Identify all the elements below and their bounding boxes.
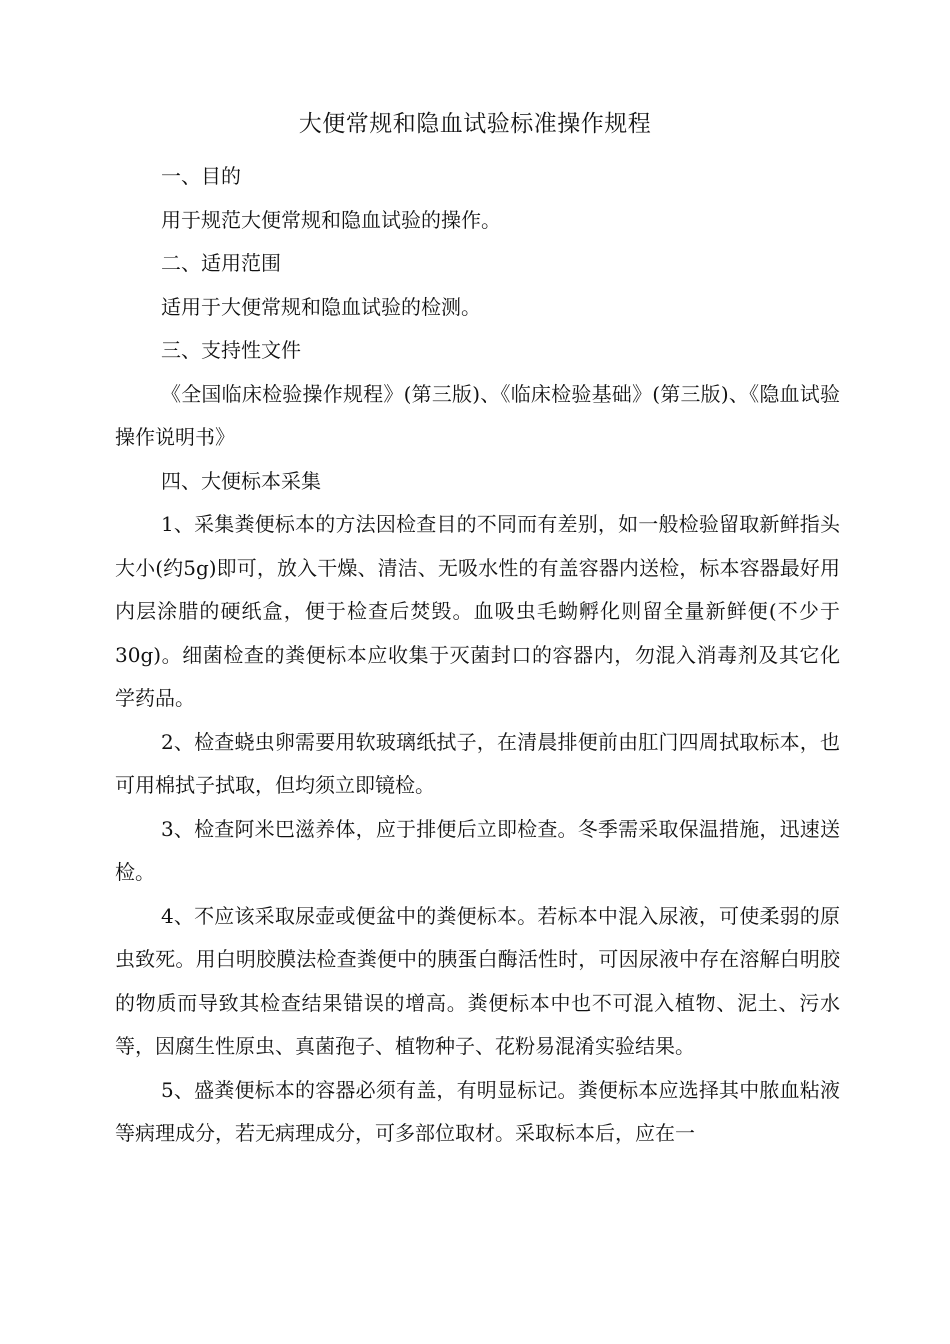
paragraph-purpose: 用于规范大便常规和隐血试验的操作。	[161, 207, 501, 232]
paragraph-item-4: 4、不应该采取尿壶或便盆中的粪便标本。若标本中混入尿液，可使柔弱的原虫致死。用白明胶膜法检查粪便中的胰蛋白酶活性时，可因尿液中存在溶解白明胶的物质而导致其检查结果错误的增高。粪便标本中也不可混入植物、泥土、污水等，因腐生性原虫、真菌孢子、植物种子、花粉易混淆实验结果。	[115, 903, 840, 1058]
paragraph-supporting-docs: 《全国临床检验操作规程》(第三版)、《临床检验基础》(第三版)、《隐血试验操作说明书》	[115, 381, 840, 449]
document-title: 大便常规和隐血试验标准操作规程	[298, 111, 652, 137]
section-heading-specimen-collection: 四、大便标本采集	[161, 468, 321, 493]
paragraph-item-1: 1、采集粪便标本的方法因检查目的不同而有差别，如一般检验留取新鲜指头大小(约5g)即可，放入干燥、清洁、无吸水性的有盖容器内送检，标本容器最好用内层涂腊的硬纸盒，便于检查后焚毁。血吸虫毛蚴孵化则留全量新鲜便(不少于30g)。细菌检查的粪便标本应收集于灭菌封口的容器内，勿混入消毒剂及其它化学药品。	[115, 512, 840, 710]
paragraph-item-5: 5、盛粪便标本的容器必须有盖，有明显标记。粪便标本应选择其中脓血粘液等病理成分，若无病理成分，可多部位取材。采取标本后，应在一	[115, 1077, 840, 1145]
section-heading-scope: 二、适用范围	[161, 251, 281, 275]
paragraph-item-3: 3、检查阿米巴滋养体，应于排便后立即检查。冬季需采取保温措施，迅速送检。	[115, 816, 840, 884]
paragraph-item-2: 2、检查蛲虫卵需要用软玻璃纸拭子，在清晨排便前由肛门四周拭取标本，也可用棉拭子拭取，但均须立即镜检。	[115, 729, 840, 797]
document-body	[115, 155, 840, 1156]
paragraph-scope: 适用于大便常规和隐血试验的检测。	[161, 294, 481, 319]
section-heading-purpose: 一、目的	[161, 164, 241, 188]
section-heading-supporting-docs: 三、支持性文件	[161, 338, 301, 362]
